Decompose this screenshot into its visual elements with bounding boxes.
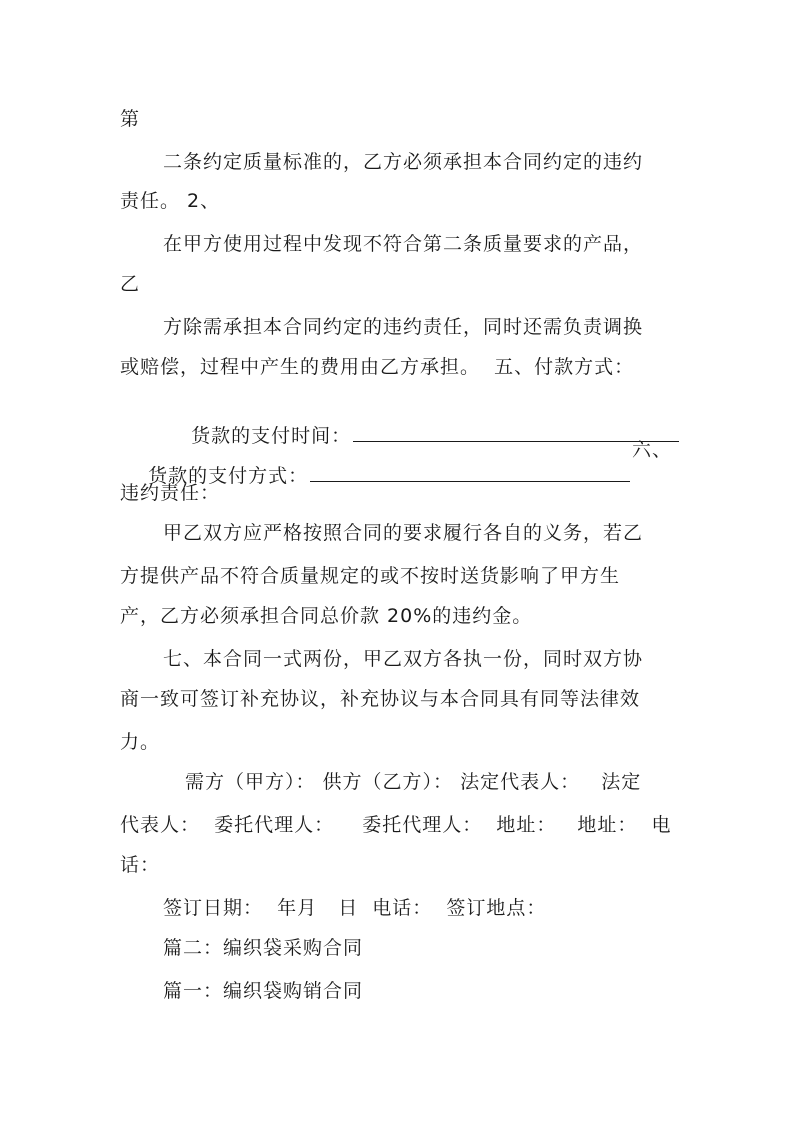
payment-method-label: 货款的支付方式： bbox=[148, 465, 309, 487]
text-line: 七、本合同一式两份，甲乙双方各执一份，同时双方协 bbox=[163, 648, 644, 670]
signature-line: 需方（甲方）： 供方（乙方）： 法定代表人： 法定 bbox=[185, 771, 642, 793]
text-line: 第 bbox=[120, 108, 141, 130]
text-line: 违约责任： bbox=[120, 482, 221, 504]
payment-time-label: 货款的支付时间： bbox=[191, 425, 352, 447]
payment-method-blank[interactable] bbox=[310, 463, 630, 482]
sign-date-line: 签订日期： 年月 日 电话： 签订地点： bbox=[163, 897, 547, 919]
text-line: 话： bbox=[120, 854, 161, 876]
text-line: 责任。 2、 bbox=[120, 190, 221, 212]
text-line: 在甲方使用过程中发现不符合第二条质量要求的产品， bbox=[163, 233, 644, 255]
text-line: 甲乙双方应严格按照合同的要求履行各自的义务，若乙 bbox=[163, 522, 644, 544]
signature-line: 代表人： 委托代理人： 委托代理人： 地址： 地址： 电 bbox=[120, 814, 672, 836]
text-line: 方除需承担本合同约定的违约责任，同时还需负责调换 bbox=[163, 316, 644, 338]
text-line: 力。 bbox=[120, 731, 161, 753]
text-line: 产，乙方必须承担合同总价款 20%的违约金。 bbox=[120, 605, 533, 627]
text-line: 六、 bbox=[632, 439, 673, 461]
text-line: 或赔偿，过程中产生的费用由乙方承担。 五、付款方式： bbox=[120, 356, 635, 378]
text-line: 商一致可签订补充协议，补充协议与本合同具有同等法律效 bbox=[120, 688, 641, 710]
text-line: 二条约定质量标准的，乙方必须承担本合同约定的违约 bbox=[163, 151, 644, 173]
section-heading: 篇二：编织袋采购合同 bbox=[163, 937, 364, 959]
section-heading: 篇一：编织袋购销合同 bbox=[163, 980, 364, 1002]
text-line: 方提供产品不符合质量规定的或不按时送货影响了甲方生 bbox=[120, 565, 621, 587]
text-line: 乙 bbox=[120, 273, 141, 295]
